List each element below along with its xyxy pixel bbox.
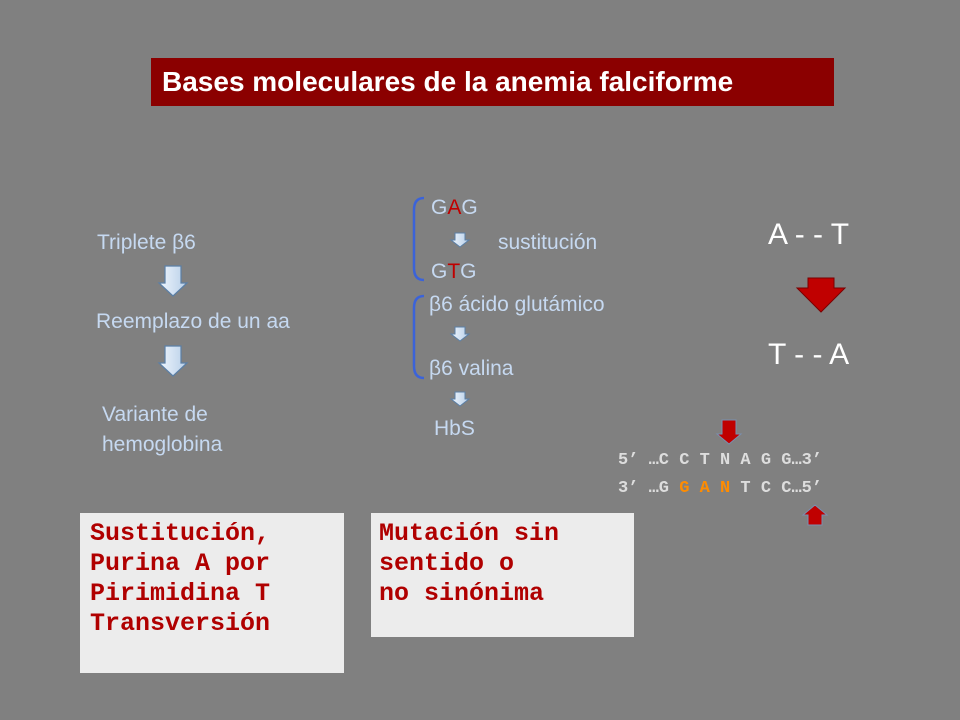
aa-replacement-label: Reemplazo de un aa (96, 310, 290, 333)
glutamic-acid-label: β6 ácido glutámico (429, 293, 605, 316)
triplet-label: Triplete β6 (97, 231, 196, 254)
transversion-line-2: Purina A por (90, 549, 271, 578)
hbs-label: HbS (434, 417, 475, 440)
missense-line-3: no sinónima (379, 579, 545, 608)
middle-arrow-3 (451, 392, 469, 406)
left-arrow-2 (159, 346, 187, 376)
red-arrow-down-small (717, 420, 741, 444)
transversion-line-1: Sustitución, (90, 519, 271, 548)
bracket-aminoacid (414, 296, 424, 378)
codon-mutant-mutated-base: T (447, 260, 461, 283)
bracket-codon (414, 198, 424, 280)
base-pair-after: T - - A (768, 338, 850, 371)
middle-arrow-1 (451, 233, 469, 247)
missense-line-2: sentido o (379, 549, 515, 578)
missense-box (371, 513, 634, 637)
codon-mutant: GTG (431, 260, 477, 283)
transversion-line-4: Transversión (90, 609, 271, 638)
codon-normal-mutated-base: A (447, 196, 462, 219)
red-down-arrow (797, 278, 845, 312)
transversion-box (80, 513, 344, 673)
valine-label: β6 valina (429, 357, 514, 380)
red-arrow-up-small (803, 505, 827, 525)
codon-normal: GAG (431, 196, 478, 219)
sequence-top-strand: 5’ …C C T N A G G…3’ (618, 451, 823, 470)
variant-label-line2: hemoglobina (102, 433, 223, 456)
transversion-line-3: Pirimidina T (90, 579, 271, 608)
missense-line-1: Mutación sin (379, 519, 560, 548)
sequence-bottom-highlight: G A N (679, 479, 731, 498)
middle-arrow-2 (451, 327, 469, 341)
left-arrow-1 (159, 266, 187, 296)
variant-label-line1: Variante de (102, 403, 208, 426)
base-pair-before: A - - T (768, 218, 850, 251)
substitution-label: sustitución (498, 231, 598, 254)
sequence-bottom-strand: 3’ …G G A N T C C…5’ (618, 479, 823, 498)
slide-title: Bases moleculares de la anemia falciforme (151, 58, 834, 106)
